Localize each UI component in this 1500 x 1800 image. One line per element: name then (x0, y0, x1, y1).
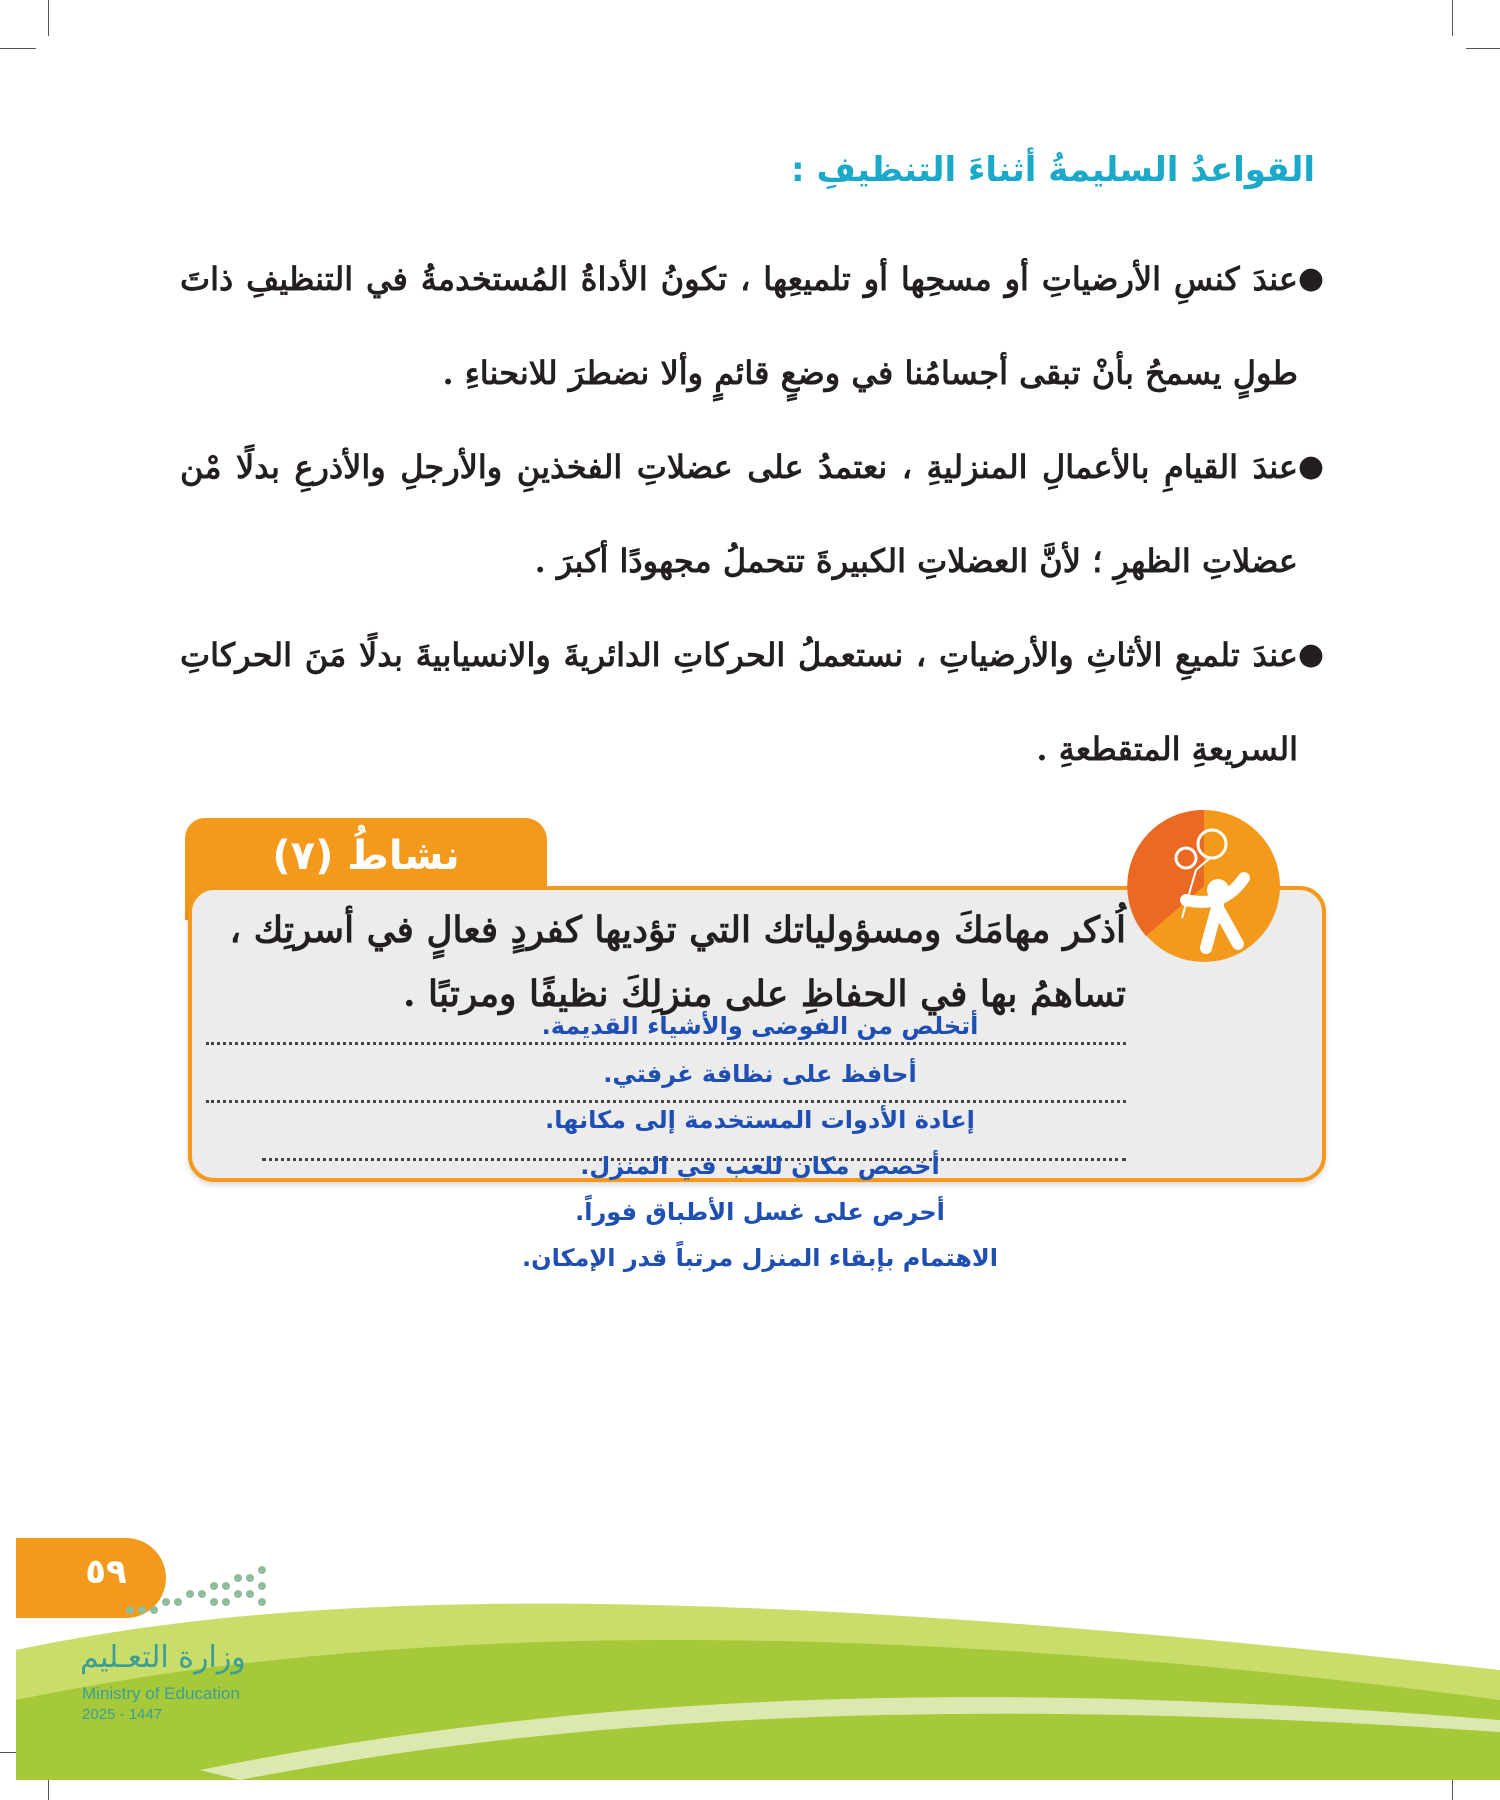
footer-wave (0, 1470, 1500, 1800)
answer-text: أحرص على غسل الأطباق فوراً. (575, 1198, 945, 1226)
section-heading: القواعدُ السليمةُ أثناءَ التنظيفِ : (791, 150, 1315, 190)
answer-text: أتخلص من الفوضى والأشياء القديمة. (541, 1012, 979, 1040)
crop-mark (0, 48, 36, 49)
ministry-name-en: Ministry of Education (82, 1684, 240, 1703)
bullet-text: عندَ القيامِ بالأعمالِ المنزليةِ ، نعتمدُ على عضلاتِ الفخذينِ والأرجلِ والأذرعِ بدلًا مْن عضلاتِ الظهرِ ؛ لأنَّ العضلاتِ الكبيرةَ تتحملُ مجهودًا أكبرَ . (180, 448, 1298, 580)
crop-mark (1466, 48, 1500, 49)
bullet-dot-icon: ● (1297, 449, 1324, 484)
answer-line (206, 1042, 1126, 1045)
answer-text: أخصص مكان للعب في المنزل. (580, 1152, 940, 1180)
activity-question: اُذكر مهامَكَ ومسؤولياتك التي تؤديها كفردٍ فعالٍ في أسرتِك ، تساهمُ بها في الحفاظِ على منزلِكَ نظيفًا ومرتبًا . (229, 909, 1126, 1015)
answer-text: أحافظ على نظافة غرفتي. (603, 1060, 917, 1088)
crop-mark (1452, 0, 1453, 36)
bullet-item (180, 420, 1324, 608)
crop-mark (48, 0, 49, 36)
bullet-list (180, 232, 1324, 796)
bullet-dot-icon: ● (1297, 637, 1324, 672)
answer-line (206, 1100, 1126, 1103)
answer-text: إعادة الأدوات المستخدمة إلى مكانها. (545, 1106, 975, 1134)
bullet-item (180, 232, 1324, 420)
ministry-logo-icon (120, 1560, 270, 1630)
bullet-text: عندَ تلميعِ الأثاثِ والأرضياتِ ، نستعملُ الحركاتِ الدائريةَ والانسيابيةَ بدلًا مَنَ الحركاتِ السريعةِ المتقطعةِ . (180, 636, 1299, 768)
bullet-item (180, 608, 1324, 796)
bullet-text: عندَ كنسِ الأرضياتِ أو مسحِها أو تلميعِها ، تكونُ الأداةُ المُستخدمةُ في التنظيفِ ذاتَ طولٍ يسمحُ بأنْ تبقى أجسامُنا في وضعٍ قائمٍ وألا نضطرَ للانحناءِ . (180, 260, 1298, 392)
page-number: ٥٩ (85, 1552, 127, 1592)
activity-child-icon (1126, 808, 1282, 964)
answer-text: الاهتمام بإبقاء المنزل مرتباً قدر الإمكان. (521, 1244, 998, 1272)
bullet-dot-icon: ● (1297, 261, 1324, 296)
ministry-year: 2025 - 1447 (82, 1706, 163, 1723)
ministry-name-ar: وزارة التعـليم (80, 1640, 246, 1675)
activity-title: نشاطُ (٧) (272, 833, 460, 879)
